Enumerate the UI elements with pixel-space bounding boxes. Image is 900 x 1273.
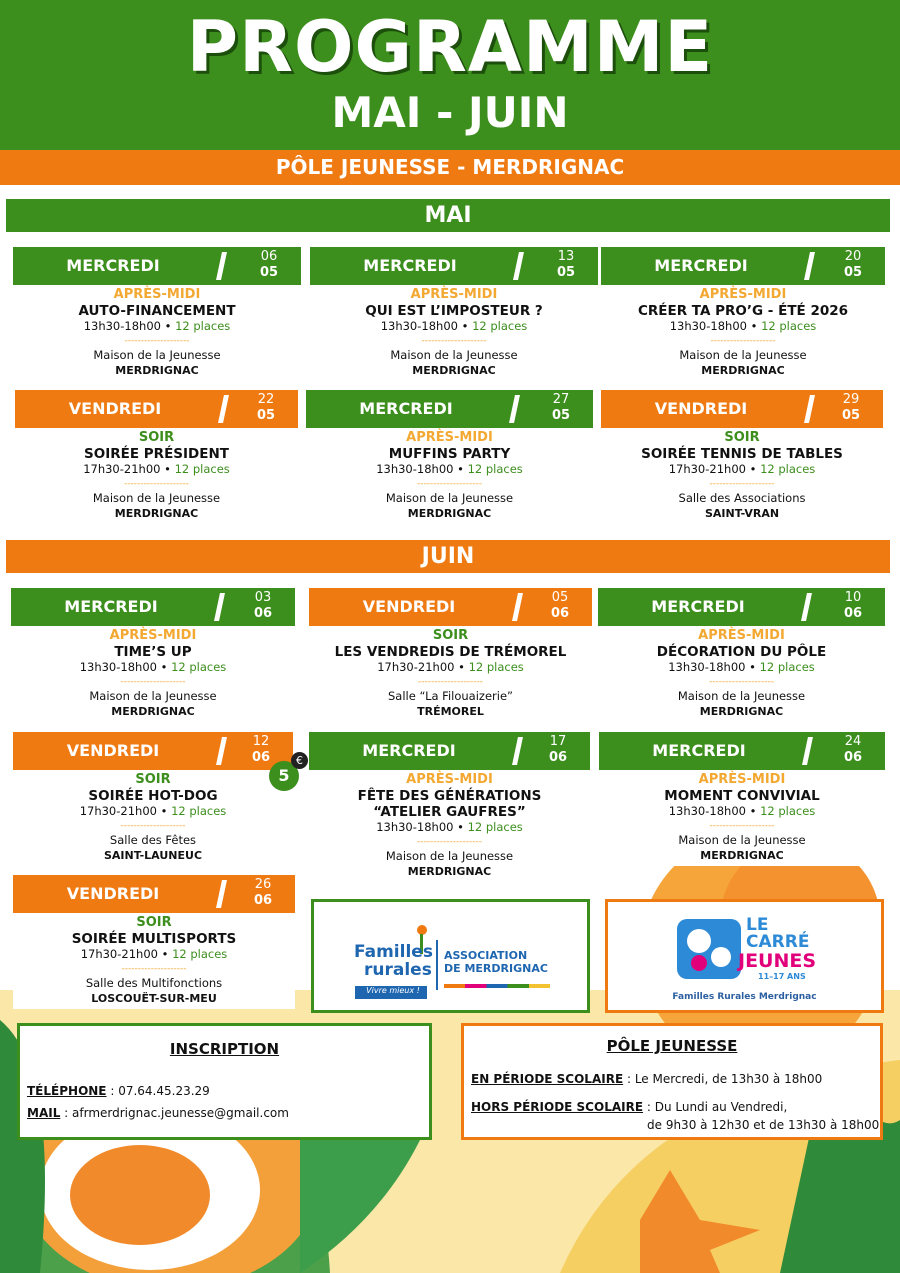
event-body (11, 626, 295, 722)
event-date-day: 12 (252, 734, 270, 749)
event-title: SOIRÉE HOT-DOG (88, 788, 218, 804)
event-date-month: 06 (251, 750, 271, 765)
event-places: 12 places (175, 319, 231, 333)
event-city: SAINT-LAUNEUC (103, 849, 203, 862)
event-location: Maison de la Jeunesse (390, 348, 518, 362)
event-places: 12 places (171, 804, 227, 818)
holiday-label: HORS PÉRIODE SCOLAIRE (471, 1100, 644, 1114)
event-separator: -------------------- (710, 336, 776, 346)
event-body (306, 428, 593, 524)
event-title: CRÉER TA PRO’G - ÉTÉ 2026 (637, 303, 849, 319)
event-body (13, 285, 301, 381)
event-date-month: 05 (843, 265, 863, 280)
event-period: APRÈS-MIDI (113, 287, 201, 302)
event-date-month: 06 (548, 750, 568, 765)
event-places: 12 places (467, 462, 523, 476)
familles-rurales-logo (311, 899, 590, 1013)
event-card (306, 390, 593, 524)
event-card (310, 247, 598, 381)
event-location: Maison de la Jeunesse (93, 348, 221, 362)
event-day: MERCREDI (363, 256, 457, 275)
event-separator: -------------------- (124, 479, 189, 489)
logo-divider (436, 940, 438, 990)
event-day-header (601, 390, 883, 428)
event-body (601, 285, 885, 381)
event-city: TRÉMOREL (417, 705, 484, 718)
event-day: VENDREDI (654, 399, 748, 418)
event-date-month: 05 (259, 265, 279, 280)
holiday-line: HORS PÉRIODE SCOLAIRE : Du Lundi au Vendredi, (471, 1100, 788, 1114)
event-places: 12 places (760, 804, 816, 818)
event-location: Salle “La Filouaizerie” (388, 689, 513, 703)
event-day: VENDREDI (68, 399, 162, 418)
event-title: SOIRÉE MULTISPORTS (71, 931, 237, 947)
event-separator: -------------------- (120, 677, 186, 687)
event-separator: -------------------- (124, 336, 190, 346)
event-day-header (306, 390, 593, 428)
divider-slash-icon (512, 593, 523, 621)
event-period: SOIR (724, 430, 760, 445)
event-time: 13h30-18h00 • 12 places (83, 319, 231, 333)
event-places: 12 places (172, 947, 228, 961)
event-places: 12 places (468, 660, 524, 674)
event-day: VENDREDI (66, 884, 160, 903)
divider-slash-icon (801, 593, 812, 621)
event-period: APRÈS-MIDI (406, 772, 493, 787)
event-location: Salle des Multifonctions (85, 976, 223, 990)
event-city: MERDRIGNAC (701, 364, 785, 377)
event-period: APRÈS-MIDI (699, 287, 787, 302)
event-card (601, 390, 883, 524)
event-card (13, 875, 295, 1009)
carre-line3: JEUNES (738, 950, 817, 972)
color-stripe (444, 984, 550, 988)
divider-slash-icon (216, 737, 227, 765)
event-title: MOMENT CONVIVIAL (664, 788, 820, 804)
age-range: 11–17 ANS (758, 972, 806, 981)
carre-line2: CARRÉ (746, 932, 810, 952)
divider-slash-icon (214, 593, 225, 621)
divider-slash-icon (802, 737, 813, 765)
school-line: EN PÉRIODE SCOLAIRE : Le Mercredi, de 13h30 à 18h00 (471, 1072, 823, 1086)
mail-value[interactable]: afrmerdrignac.jeunesse@gmail.com (72, 1106, 289, 1120)
event-title: AUTO-FINANCEMENT (78, 303, 236, 319)
event-city: LOSCOUËT-SUR-MEU (91, 992, 217, 1005)
divider-slash-icon (216, 880, 227, 908)
event-places: 12 places (472, 319, 528, 333)
event-places: 12 places (174, 462, 230, 476)
event-city: MERDRIGNAC (407, 507, 492, 520)
mail-line: MAIL : afrmerdrignac.jeunesse@gmail.com (27, 1106, 289, 1120)
event-location: Salle des Fêtes (109, 833, 197, 847)
event-period: SOIR (138, 430, 175, 445)
event-body (13, 913, 295, 1009)
event-date-day: 10 (844, 590, 862, 605)
mail-label: MAIL (27, 1106, 61, 1120)
event-places: 12 places (171, 660, 227, 674)
event-city: MERDRIGNAC (115, 364, 199, 377)
event-card (13, 247, 301, 381)
event-day-header (601, 247, 885, 285)
event-date-day: 20 (844, 249, 862, 264)
event-body (13, 770, 293, 866)
event-card (599, 732, 885, 866)
event-location: Salle des Associations (678, 491, 806, 505)
page-subtitle: MAI - JUIN (331, 88, 569, 137)
event-time: 17h30-21h00 • 12 places (83, 462, 230, 476)
event-time: 13h30-18h00 • 12 places (669, 319, 817, 333)
event-date-day: 22 (257, 392, 275, 407)
header-banner (0, 0, 900, 150)
divider-slash-icon (216, 252, 227, 280)
event-title: DÉCORATION DU PÔLE (656, 644, 827, 660)
event-body (598, 626, 885, 722)
event-time: 17h30-21h00 • 12 places (377, 660, 524, 674)
event-date-month: 06 (550, 606, 570, 621)
event-card (598, 588, 885, 722)
school-label: EN PÉRIODE SCOLAIRE (471, 1072, 624, 1086)
event-card (11, 588, 295, 722)
event-day-header (13, 247, 301, 285)
inscription-box (17, 1023, 432, 1140)
carre-line1: LE (746, 915, 769, 935)
school-value: Le Mercredi, de 13h30 à 18h00 (634, 1072, 823, 1086)
event-date-month: 06 (843, 606, 863, 621)
event-city: MERDRIGNAC (407, 865, 492, 878)
event-separator: -------------------- (709, 479, 775, 489)
event-period: APRÈS-MIDI (109, 628, 197, 643)
pole-jeunesse-box (461, 1023, 883, 1140)
event-separator: -------------------- (709, 677, 774, 687)
event-date-day: 24 (844, 734, 862, 749)
phone-line: TÉLÉPHONE : 07.64.45.23.29 (27, 1084, 210, 1098)
event-body (15, 428, 298, 524)
event-date-day: 13 (557, 249, 575, 264)
event-day-header (599, 732, 885, 770)
event-day: MERCREDI (359, 399, 453, 418)
event-day-header (15, 390, 298, 428)
event-time: 17h30-21h00 • 12 places (80, 947, 228, 961)
carre-footer: Familles Rurales Merdrignac (672, 992, 817, 1002)
event-card (309, 588, 592, 722)
event-day-header (11, 588, 295, 626)
event-places: 12 places (759, 660, 815, 674)
holiday-value1: Du Lundi au Vendredi, (654, 1100, 788, 1114)
event-day: MERCREDI (362, 741, 456, 760)
event-period: APRÈS-MIDI (698, 628, 785, 643)
page-title: PROGRAMME (186, 6, 714, 88)
event-day: MERCREDI (66, 256, 160, 275)
event-date-day: 27 (552, 392, 570, 407)
event-separator: -------------------- (709, 821, 775, 831)
event-day-header (13, 732, 293, 770)
event-time: 13h30-18h00 • 12 places (79, 660, 227, 674)
event-date-month: 06 (253, 893, 273, 908)
event-location: Maison de la Jeunesse (89, 689, 217, 703)
event-period: SOIR (432, 628, 469, 643)
event-time: 13h30-18h00 • 12 places (668, 660, 815, 674)
event-places: 12 places (467, 820, 523, 834)
event-day-header (309, 588, 592, 626)
event-date-day: 17 (549, 734, 567, 749)
event-separator: -------------------- (421, 336, 487, 346)
divider-slash-icon (509, 395, 520, 423)
event-day-header (13, 875, 295, 913)
event-title-line2: “ATELIER GAUFRES” (373, 804, 526, 820)
event-date-month: 06 (843, 750, 863, 765)
event-separator: -------------------- (417, 837, 482, 847)
event-city: MERDRIGNAC (412, 364, 496, 377)
event-body (309, 770, 590, 882)
event-period: APRÈS-MIDI (406, 430, 493, 445)
event-date-day: 06 (260, 249, 278, 264)
event-day-header (598, 588, 885, 626)
event-body (601, 428, 883, 524)
event-date-month: 05 (256, 408, 276, 423)
event-city: SAINT-VRAN (704, 507, 780, 520)
youth-faces-icon (675, 915, 745, 985)
divider-slash-icon (804, 395, 815, 423)
event-time: 13h30-18h00 • 12 places (380, 319, 528, 333)
divider-slash-icon (218, 395, 229, 423)
event-day: MERCREDI (64, 597, 158, 616)
month-bar-mai: MAI (6, 199, 890, 232)
event-city: MERDRIGNAC (111, 705, 195, 718)
event-day: MERCREDI (652, 741, 746, 760)
event-body (310, 285, 598, 381)
phone-value[interactable]: 07.64.45.23.29 (118, 1084, 210, 1098)
event-card (13, 732, 293, 866)
event-date-month: 05 (551, 408, 571, 423)
familles-tagline: Vivre mieux ! (366, 986, 420, 995)
familles-word: Familles (354, 942, 433, 962)
event-date-month: 05 (841, 408, 861, 423)
divider-slash-icon (804, 252, 815, 280)
event-card (15, 390, 298, 524)
event-day: MERCREDI (651, 597, 745, 616)
event-period: APRÈS-MIDI (698, 772, 786, 787)
event-date-day: 05 (551, 590, 569, 605)
event-date-day: 03 (254, 590, 272, 605)
event-day-header (309, 732, 590, 770)
event-date-day: 26 (254, 877, 272, 892)
pole-title: PÔLE JEUNESSE (606, 1037, 738, 1055)
event-card (309, 732, 590, 882)
event-body (599, 770, 885, 866)
event-separator: -------------------- (121, 964, 187, 974)
inscription-title: INSCRIPTION (169, 1040, 280, 1058)
event-time: 13h30-18h00 • 12 places (376, 462, 523, 476)
event-title: SOIRÉE TENNIS DE TABLES (641, 446, 843, 462)
event-location: Maison de la Jeunesse (677, 689, 806, 703)
event-body (309, 626, 592, 722)
event-separator: -------------------- (120, 821, 186, 831)
association-line1: ASSOCIATION (444, 949, 528, 962)
event-title: QUI EST L’IMPOSTEUR ? (365, 303, 543, 319)
event-location: Maison de la Jeunesse (92, 491, 221, 505)
event-date-day: 29 (842, 392, 860, 407)
event-day: VENDREDI (362, 597, 456, 616)
event-card (601, 247, 885, 381)
carre-jeunes-logo (605, 899, 884, 1013)
event-places: 12 places (760, 462, 816, 476)
event-title: FÊTE DES GÉNÉRATIONS (357, 788, 542, 804)
holiday-value2: de 9h30 à 12h30 et de 13h30 à 18h00 (647, 1118, 880, 1132)
event-time: 13h30-18h00 • 12 places (376, 820, 523, 834)
event-city: MERDRIGNAC (114, 507, 199, 520)
event-title: TIME’S UP (114, 644, 192, 660)
rurales-word: rurales (364, 960, 432, 980)
price-badge: 5 (269, 761, 299, 791)
event-title: SOIRÉE PRÉSIDENT (84, 446, 229, 462)
event-city: MERDRIGNAC (700, 849, 784, 862)
event-date-month: 05 (556, 265, 576, 280)
event-location: Maison de la Jeunesse (678, 833, 806, 847)
event-separator: -------------------- (418, 677, 483, 687)
event-city: MERDRIGNAC (699, 705, 784, 718)
event-day: MERCREDI (654, 256, 748, 275)
event-period: SOIR (136, 915, 172, 930)
event-title: LES VENDREDIS DE TRÉMOREL (334, 644, 567, 660)
event-period: APRÈS-MIDI (410, 287, 498, 302)
event-time: 13h30-18h00 • 12 places (668, 804, 816, 818)
association-line2: DE MERDRIGNAC (444, 962, 548, 975)
event-period: SOIR (135, 772, 171, 787)
event-places: 12 places (761, 319, 817, 333)
organizer-bar: PÔLE JEUNESSE - MERDRIGNAC (0, 150, 900, 185)
event-time: 17h30-21h00 • 12 places (79, 804, 227, 818)
event-location: Maison de la Jeunesse (679, 348, 807, 362)
event-location: Maison de la Jeunesse (385, 849, 514, 863)
event-day: VENDREDI (66, 741, 160, 760)
phone-label: TÉLÉPHONE (27, 1084, 107, 1098)
event-separator: -------------------- (417, 479, 482, 489)
event-title: MUFFINS PARTY (388, 446, 511, 462)
event-time: 17h30-21h00 • 12 places (668, 462, 816, 476)
divider-slash-icon (513, 252, 524, 280)
event-day-header (310, 247, 598, 285)
month-bar-juin: JUIN (6, 540, 890, 573)
euro-icon: € (291, 752, 308, 769)
event-location: Maison de la Jeunesse (385, 491, 514, 505)
event-date-month: 06 (253, 606, 273, 621)
divider-slash-icon (512, 737, 523, 765)
